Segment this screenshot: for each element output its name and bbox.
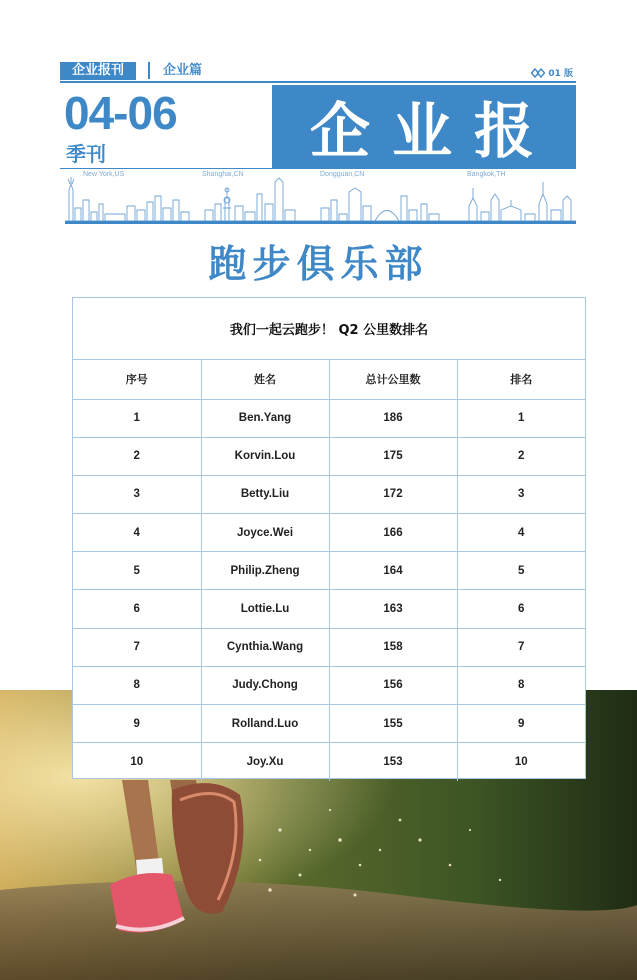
tag-separator	[148, 62, 150, 79]
cell-name: Betty.Liu	[201, 475, 329, 513]
cell-distance: 166	[329, 514, 457, 552]
cell-name: Rolland.Luo	[201, 705, 329, 743]
cell-rank: 3	[457, 475, 585, 513]
table-row	[73, 552, 585, 590]
ranking-grid	[73, 360, 585, 781]
cell-index: 9	[73, 705, 201, 743]
cell-distance: 164	[329, 552, 457, 590]
city-label-newyork: New York,US	[83, 171, 125, 178]
table-header-row	[73, 360, 585, 399]
cell-name: Cynthia.Wang	[201, 628, 329, 666]
table-row	[73, 666, 585, 704]
cell-distance: 155	[329, 705, 457, 743]
table-row	[73, 628, 585, 666]
section-tag: 企业篇	[163, 63, 203, 78]
table-row	[73, 437, 585, 475]
table-row	[73, 705, 585, 743]
cell-distance: 172	[329, 475, 457, 513]
cell-rank: 4	[457, 514, 585, 552]
cell-index: 10	[73, 743, 201, 781]
column-header-distance: 总计公里数	[329, 360, 457, 399]
header-rule-bottom	[65, 221, 576, 224]
city-label-shanghai: Shanghai,CN	[202, 171, 244, 178]
cell-name: Judy.Chong	[201, 666, 329, 704]
cell-index: 2	[73, 437, 201, 475]
city-label-dongguan: Dongguan,CN	[320, 171, 365, 178]
cell-distance: 163	[329, 590, 457, 628]
cell-rank: 5	[457, 552, 585, 590]
column-header-name: 姓名	[201, 360, 329, 399]
cell-name: Joy.Xu	[201, 743, 329, 781]
cell-index: 4	[73, 514, 201, 552]
cell-rank: 9	[457, 705, 585, 743]
cell-index: 3	[73, 475, 201, 513]
table-row	[73, 514, 585, 552]
table-row	[73, 743, 585, 781]
cell-name: Joyce.Wei	[201, 514, 329, 552]
cell-rank: 2	[457, 437, 585, 475]
cell-index: 6	[73, 590, 201, 628]
ranking-table	[72, 297, 586, 779]
edition-badge	[531, 66, 573, 79]
header-rule-mid	[60, 168, 576, 169]
cell-index: 7	[73, 628, 201, 666]
cell-distance: 175	[329, 437, 457, 475]
cell-index: 1	[73, 399, 201, 437]
table-row	[73, 590, 585, 628]
table-caption: 我们一起云跑步！ Q2 公里数排名	[73, 298, 585, 360]
column-header-rank: 排名	[457, 360, 585, 399]
cell-rank: 1	[457, 399, 585, 437]
cell-rank: 10	[514, 756, 528, 769]
cell-distance: 186	[329, 399, 457, 437]
cell-name: Philip.Zheng	[201, 552, 329, 590]
newspaper-tag: 企业报刊	[60, 62, 136, 80]
cell-rank: 6	[457, 590, 585, 628]
cell-index: 5	[73, 552, 201, 590]
diamond-logo-icon	[531, 68, 545, 78]
cell-rank: 8	[457, 666, 585, 704]
cell-name: Korvin.Lou	[201, 437, 329, 475]
cell-name: Ben.Yang	[201, 399, 329, 437]
cell-distance: 153	[329, 743, 457, 781]
cell-rank: 7	[457, 628, 585, 666]
city-label-bangkok: Bangkok,TH	[467, 171, 506, 178]
issue-date-range: 04-06	[64, 87, 177, 139]
table-row	[73, 475, 585, 513]
column-header-index: 序号	[73, 360, 201, 399]
cell-distance: 158	[329, 628, 457, 666]
masthead-title: 企业报	[272, 85, 576, 168]
club-title: 跑步俱乐部	[208, 242, 429, 286]
issue-period: 季刊	[66, 142, 106, 166]
table-row	[73, 399, 585, 437]
cell-distance: 156	[329, 666, 457, 704]
edition-label: 01 版	[548, 69, 573, 79]
cell-index: 8	[73, 666, 201, 704]
cell-name: Lottie.Lu	[201, 590, 329, 628]
